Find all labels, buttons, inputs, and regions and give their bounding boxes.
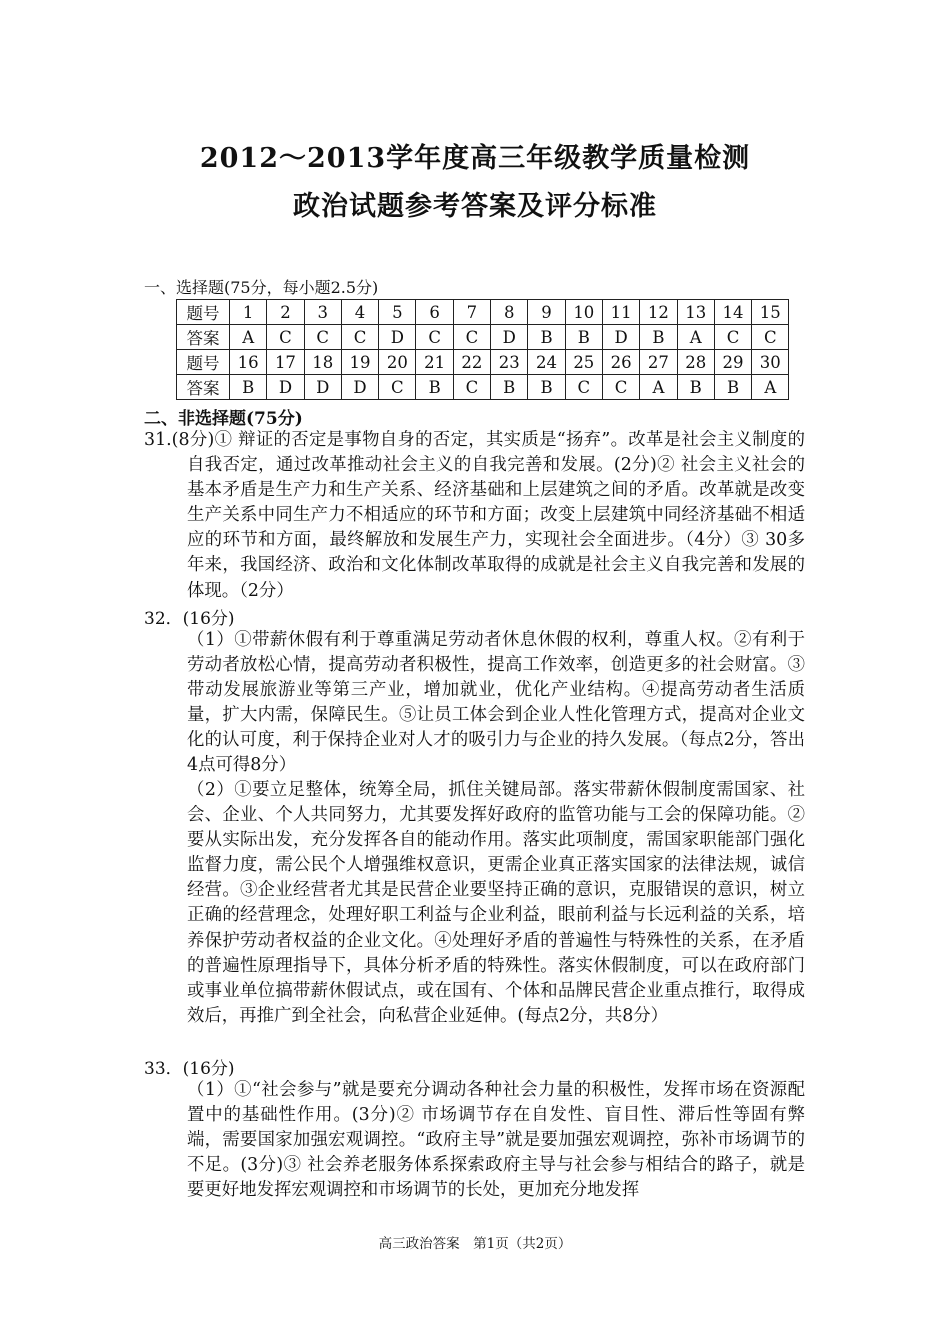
answer-table-answer-cell: C [565,375,602,400]
answer-table-answer-cell: D [304,375,341,400]
answer-table-number-cell: 6 [416,300,453,325]
answer-table-answer-row [177,325,789,350]
answer-table-answer-cell: C [267,325,304,350]
answer-table-answer-cell: C [752,325,789,350]
answer-table-number-cell: 16 [230,350,267,375]
answer-table-answer-cell: B [528,375,565,400]
page-footer: 高三政治答案 第1页（共2页） [378,1236,572,1252]
answer-table-answer-cell: C [341,325,378,350]
answer-table-number-cell: 7 [453,300,490,325]
answer-table-number-cell: 21 [416,350,453,375]
page-subtitle: 政治试题参考答案及评分标准 [293,191,657,222]
answer-table-answer-cell: B [640,325,677,350]
answer-table [176,299,789,400]
answer-table-number-cell: 14 [714,300,751,325]
answer-table-number-cell: 8 [491,300,528,325]
answer-table-answer-cell: A [677,325,714,350]
answer-table-number-cell: 30 [752,350,789,375]
answer-table-answer-cell: A [752,375,789,400]
answer-table-answer-cell: C [453,375,490,400]
question-33-label: 33．(16分) [144,1059,235,1079]
answer-table-number-cell: 27 [640,350,677,375]
answer-table-number-cell: 17 [267,350,304,375]
answer-table-answer-cell: C [379,375,416,400]
answer-table-number-cell: 10 [565,300,602,325]
question-33-part1: （1）①“社会参与”就是要充分调动各种社会力量的积极性，发挥市场在资源配置中的基础性作用。(3分)② 市场调节存在自发性、盲目性、滞后性等固有弊端，需要国家加强宏观调控。“政府主导”就是要加强宏观调控，弥补市场调节的不足。(3分)③ 社会养老服务体系探索政府主导与社会参与相结合的路子，就是要更好地发挥宏观调控和市场调节的长处，更加充分地发挥 [187,1080,805,1201]
answer-table-number-cell: 22 [453,350,490,375]
answer-table-number-row [177,350,789,375]
answer-table-number-cell: 11 [602,300,639,325]
answer-table-number-cell: 4 [341,300,378,325]
answer-table-number-cell: 19 [341,350,378,375]
answer-table-number-cell: 18 [304,350,341,375]
answer-table-answer-cell: C [714,325,751,350]
answer-table-number-cell: 1 [230,300,267,325]
answer-table-number-cell: 5 [379,300,416,325]
answer-table-answer-cell: D [379,325,416,350]
answer-table-answer-row [177,375,789,400]
answer-table-number-cell: 25 [565,350,602,375]
answer-table-answer-cell: A [230,325,267,350]
answer-table-number-cell: 23 [491,350,528,375]
answer-table-answer-cell: B [491,375,528,400]
answer-table-answer-cell: D [267,375,304,400]
question-32-part1: （1）①带薪休假有利于尊重满足劳动者休息休假的权利，尊重人权。②有利于劳动者放松心情，提高劳动者积极性，提高工作效率，创造更多的社会财富。③带动发展旅游业等第三产业，增加就业，优化产业结构。④提高劳动者生活质量，扩大内需，保障民生。⑤让员工体会到企业人性化管理方式，提高对企业文化的认可度，利于保持企业对人才的吸引力与企业的持久发展。（每点2分，答出4点可得8分） [187,630,805,776]
answer-table-answer-cell: B [230,375,267,400]
answer-table-answer-cell: C [602,375,639,400]
answer-table-number-cell: 24 [528,350,565,375]
answer-table-number-cell: 9 [528,300,565,325]
answer-table-answer-cell: D [341,375,378,400]
answer-table-number-cell: 2 [267,300,304,325]
answer-table-row-header: 答案 [177,375,230,400]
answer-table-answer-cell: D [602,325,639,350]
answer-table-number-row [177,300,789,325]
answer-table-answer-cell: C [416,325,453,350]
answer-table-row-header: 题号 [177,350,230,375]
answer-table-answer-cell: B [714,375,751,400]
question-31-answer: 31.(8分)① 辩证的否定是事物自身的否定，其实质是“扬弃”。改革是社会主义制度的自我否定，通过改革推动社会主义的自我完善和发展。(2分)② 社会主义社会的基本矛盾是生产力和生产关系、经济基础和上层建筑之间的矛盾。改革就是改变生产关系中同生产力不相适应的环节和方面；改变上层建筑中同经济基础不相适应的环节和方面，最终解放和发展生产力，实现社会全面进步。（4分）③ 30多年来，我国经济、政治和文化体制改革取得的成就是社会主义自我完善和发展的体现。（2分） [144,430,805,601]
answer-table-number-cell: 29 [714,350,751,375]
answer-table-answer-cell: B [528,325,565,350]
answer-table-number-cell: 13 [677,300,714,325]
answer-table-answer-cell: C [453,325,490,350]
answer-table-number-cell: 12 [640,300,677,325]
answer-table-row-header: 答案 [177,325,230,350]
page-title: 2012～2013学年度高三年级教学质量检测 [199,143,751,174]
answer-table-number-cell: 3 [304,300,341,325]
section1-heading: 一、选择题(75分，每小题2.5分) [144,278,379,297]
question-32-label: 32．(16分) [144,609,235,629]
answer-table-row-header: 题号 [177,300,230,325]
answer-table-answer-cell: B [565,325,602,350]
answer-table-answer-cell: C [304,325,341,350]
answer-table-number-cell: 15 [752,300,789,325]
section2-heading: 二、非选择题(75分) [144,409,303,429]
question-32-part2: （2）①要立足整体，统筹全局，抓住关键局部。落实带薪休假制度需国家、社会、企业、个人共同努力，尤其要发挥好政府的监管功能与工会的保障功能。②要从实际出发，充分发挥各自的能动作用。落实此项制度，需国家职能部门强化监督力度，需公民个人增强维权意识，更需企业真正落实国家的法律法规，诚信经营。③企业经营者尤其是民营企业要坚持正确的意识，克服错误的意识，树立正确的经营理念，处理好职工利益与企业利益，眼前利益与长远利益的关系，培养保护劳动者权益的企业文化。④处理好矛盾的普遍性与特殊性的关系，在矛盾的普遍性原理指导下，具体分析矛盾的特殊性。落实休假制度，可以在政府部门或事业单位搞带薪休假试点，或在国有、个体和品牌民营企业重点推行，取得成效后，再推广到全社会，向私营企业延伸。(每点2分，共8分） [187,780,805,1026]
answer-table-number-cell: 28 [677,350,714,375]
answer-table-answer-cell: B [677,375,714,400]
answer-table-number-cell: 26 [602,350,639,375]
answer-table-answer-cell: B [416,375,453,400]
answer-table-number-cell: 20 [379,350,416,375]
answer-table-answer-cell: D [491,325,528,350]
answer-table-answer-cell: A [640,375,677,400]
